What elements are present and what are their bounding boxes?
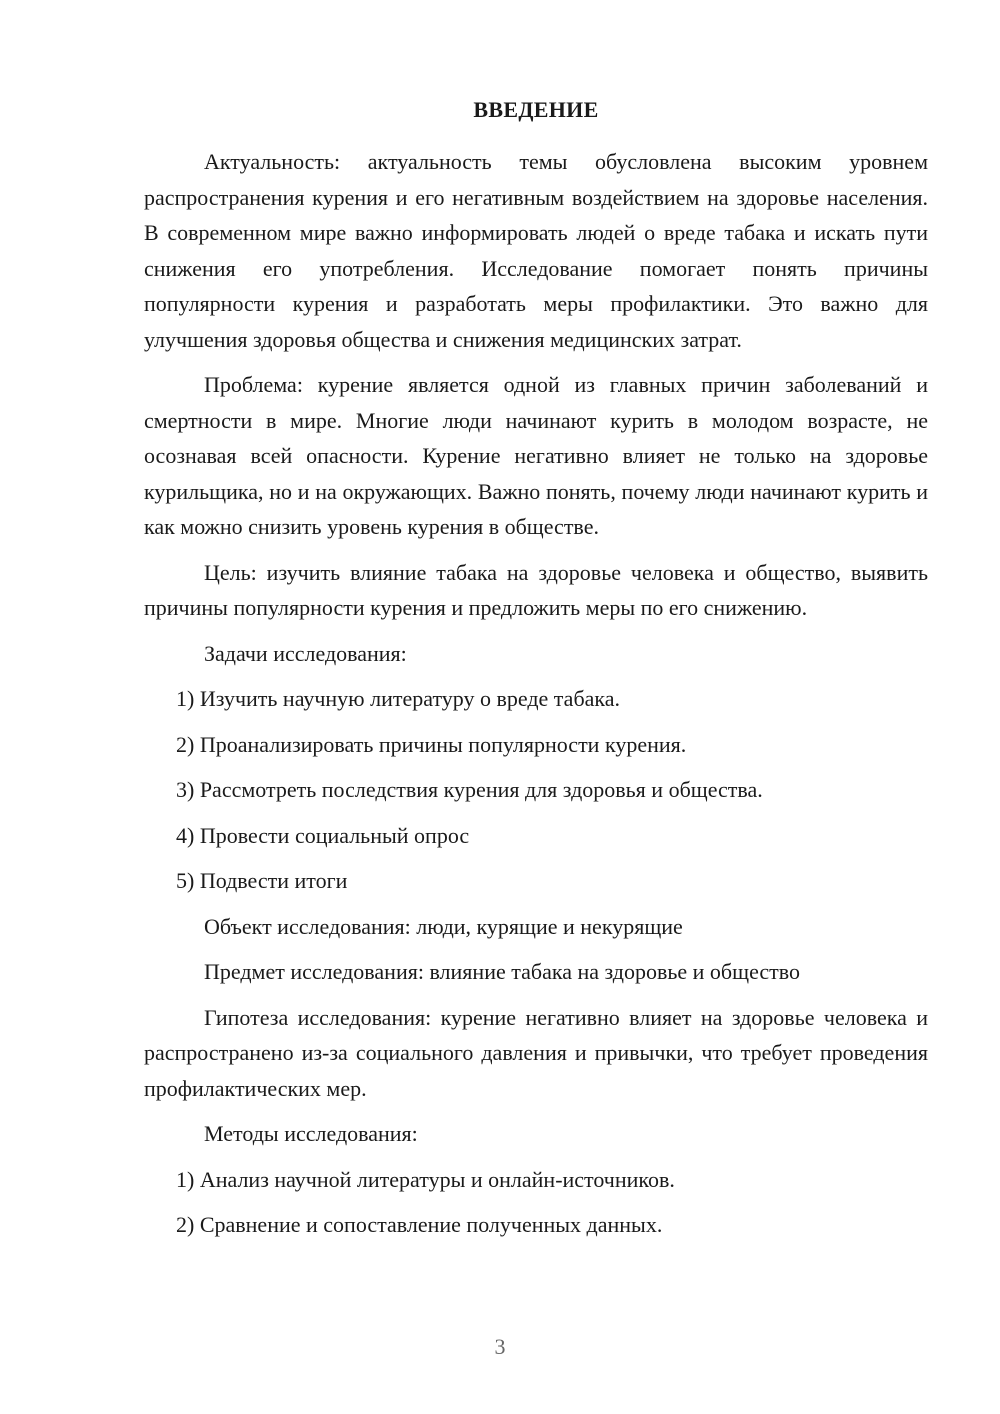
methods-heading: Методы исследования: (204, 1121, 418, 1146)
problem-paragraph: Проблема: курение является одной из главных причин заболеваний и смертности в мире. Многие люди начинают курить в молодом возрасте, не осознавая всей опасности. Курение негативно влияет не только на здоровье курильщика, но и на окружающих. Важно понять, почему люди начинают курить и как можно снизить уровень курения в обществе. (144, 372, 928, 539)
list-item: 4) Провести социальный опрос (176, 822, 470, 848)
methods-list (144, 1162, 928, 1243)
list-item: 2) Сравнение и сопоставление полученных данных. (176, 1212, 663, 1237)
list-item: 1) Анализ научной литературы и онлайн-источников. (176, 1166, 675, 1192)
goal-paragraph: Цель: изучить влияние табака на здоровье человека и общество, выявить причины популярности курения и предложить меры по его снижению. (144, 559, 928, 620)
hypothesis-paragraph: Гипотеза исследования: курение негативно влияет на здоровье человека и распространено из-за социального давления и привычки, что требует проведения профилактических мер. (144, 1004, 928, 1101)
document-page (144, 92, 928, 1253)
list-item: 5) Подвести итоги (176, 868, 348, 893)
tasks-heading: Задачи исследования: (204, 640, 407, 666)
list-item: 2) Проанализировать причины популярности курения. (176, 731, 687, 757)
subject-line: Предмет исследования: влияние табака на здоровье и общество (204, 959, 800, 984)
object-line: Объект исследования: люди, курящие и некурящие (204, 913, 683, 939)
relevance-paragraph: Актуальность: актуальность темы обусловлена высоким уровнем распространения курения и его негативным воздействием на здоровье населения. В современном мире важно информировать людей о вреде табака и искать пути снижения его употребления. Исследование помогает понять причины популярности курения и разработать меры профилактики. Это важно для улучшения здоровья общества и снижения медицинских затрат. (144, 149, 928, 352)
tasks-list (144, 681, 928, 899)
page-number: 3 (494, 1334, 506, 1359)
list-item: 3) Рассмотреть последствия курения для здоровья и общества. (176, 777, 763, 802)
list-item: 1) Изучить научную литературу о вреде табака. (176, 686, 621, 711)
page-title: ВВЕДЕНИЕ (473, 97, 599, 122)
